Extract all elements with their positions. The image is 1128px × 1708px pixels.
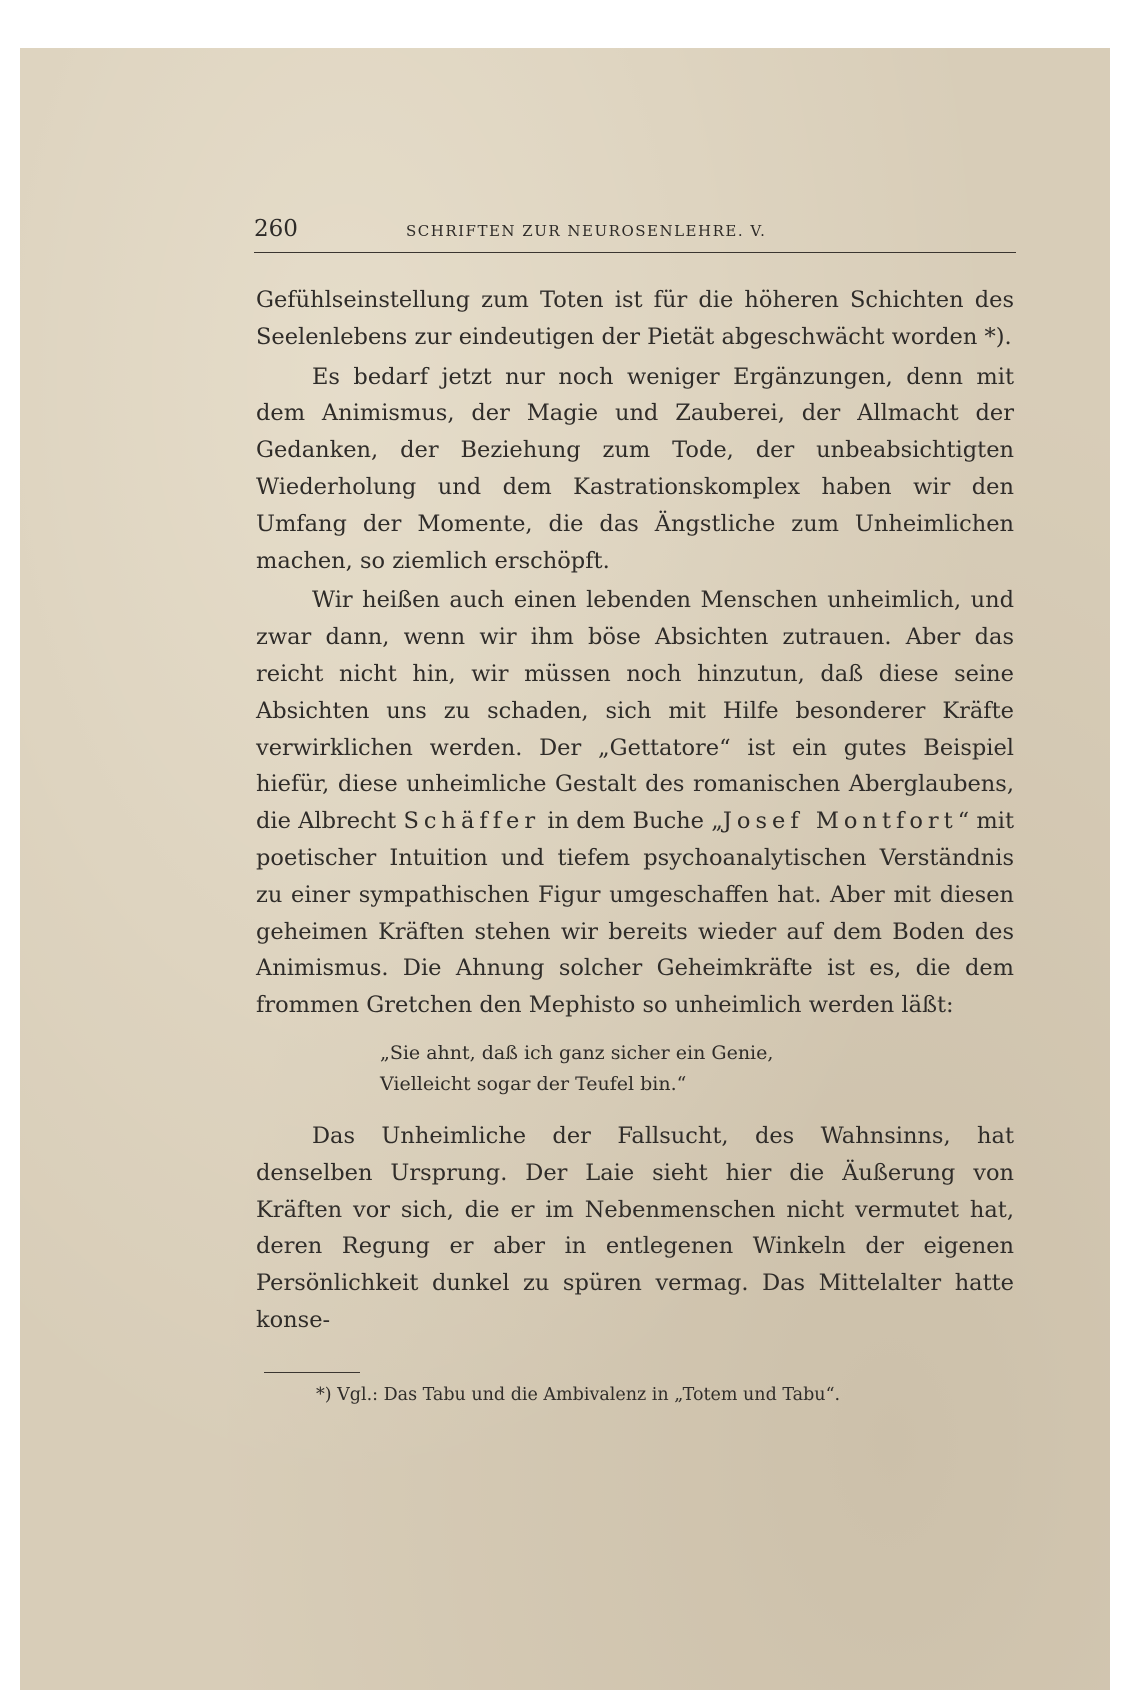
page-header [254, 216, 1016, 253]
paragraph-continued: Gefühlseinstellung zum Toten ist für die höheren Schichten des Seelenlebens zur eindeutigen der Pietät abgeschwächt worden *). [256, 287, 1014, 350]
paragraph-epilepsy: Das Unheimliche der Fallsucht, des Wahnsinns, hat denselben Ursprung. Der Laie sieht hier die Äußerung von Kräften vor sich, die er im Nebenmenschen nicht vermutet hat, deren Regung er aber in entlegenen Winkeln der eigenen Persönlichkeit dunkel zu spüren vermag. Das Mittelalter hatte konse- [256, 1122, 1014, 1333]
paragraph-text: Wir heißen auch einen lebenden Menschen unheimlich, und zwar dann, wenn wir ihm böse Absichten zutrauen. Aber das reicht nicht hin, wir müssen noch hinzutun, daß diese seine Absichten uns zu schaden, sich mit Hilfe besonderer Kräfte verwirklichen werden. Der „Gettatore“ ist ein gutes Beispiel hiefür, diese unheimliche Gestalt des romanischen Aberglaubens, die Albrecht [256, 587, 1014, 835]
verse-quote [380, 1038, 1014, 1100]
running-head: SCHRIFTEN ZUR NEUROSENLEHRE. V. [406, 222, 767, 240]
footnote: *) Vgl.: Das Tabu und die Ambivalenz in „Totem und Tabu“. [316, 1385, 841, 1405]
body-text [256, 282, 1014, 1339]
paragraph-text: “ mit poetischer Intuition und tiefem psychoanalytischen Verständnis zu einer sympathischen Figur umgeschaffen hat. Aber mit diesen geheimen Kräften stehen wir bereits wieder auf dem Boden des Animismus. Die Ahnung solcher Geheimkräfte ist es, die dem frommen Gretchen den Mephisto so unheimlich werden läßt: [256, 808, 1014, 1019]
verse-line: „Sie ahnt, daß ich ganz sicher ein Genie, [380, 1041, 774, 1064]
paragraph-text: in dem Buche „ [540, 808, 723, 835]
page-number: 260 [254, 216, 298, 242]
author-name: Schäffer [403, 808, 541, 835]
book-title: Josef Montfort [722, 808, 958, 835]
paragraph-evil-intent [256, 582, 1014, 1024]
paragraph-animism: Es bedarf jetzt nur noch weniger Ergänzungen, denn mit dem Animismus, der Magie und Zauberei, der Allmacht der Gedanken, der Beziehung zum Tode, der unbeabsichtigten Wiederholung und dem Kastrationskomplex haben wir den Umfang der Momente, die das Ängstliche zum Unheimlichen machen, so ziemlich erschöpft. [256, 363, 1014, 574]
verse-line: Vielleicht sogar der Teufel bin.“ [380, 1072, 687, 1095]
footnote-divider [264, 1372, 360, 1373]
